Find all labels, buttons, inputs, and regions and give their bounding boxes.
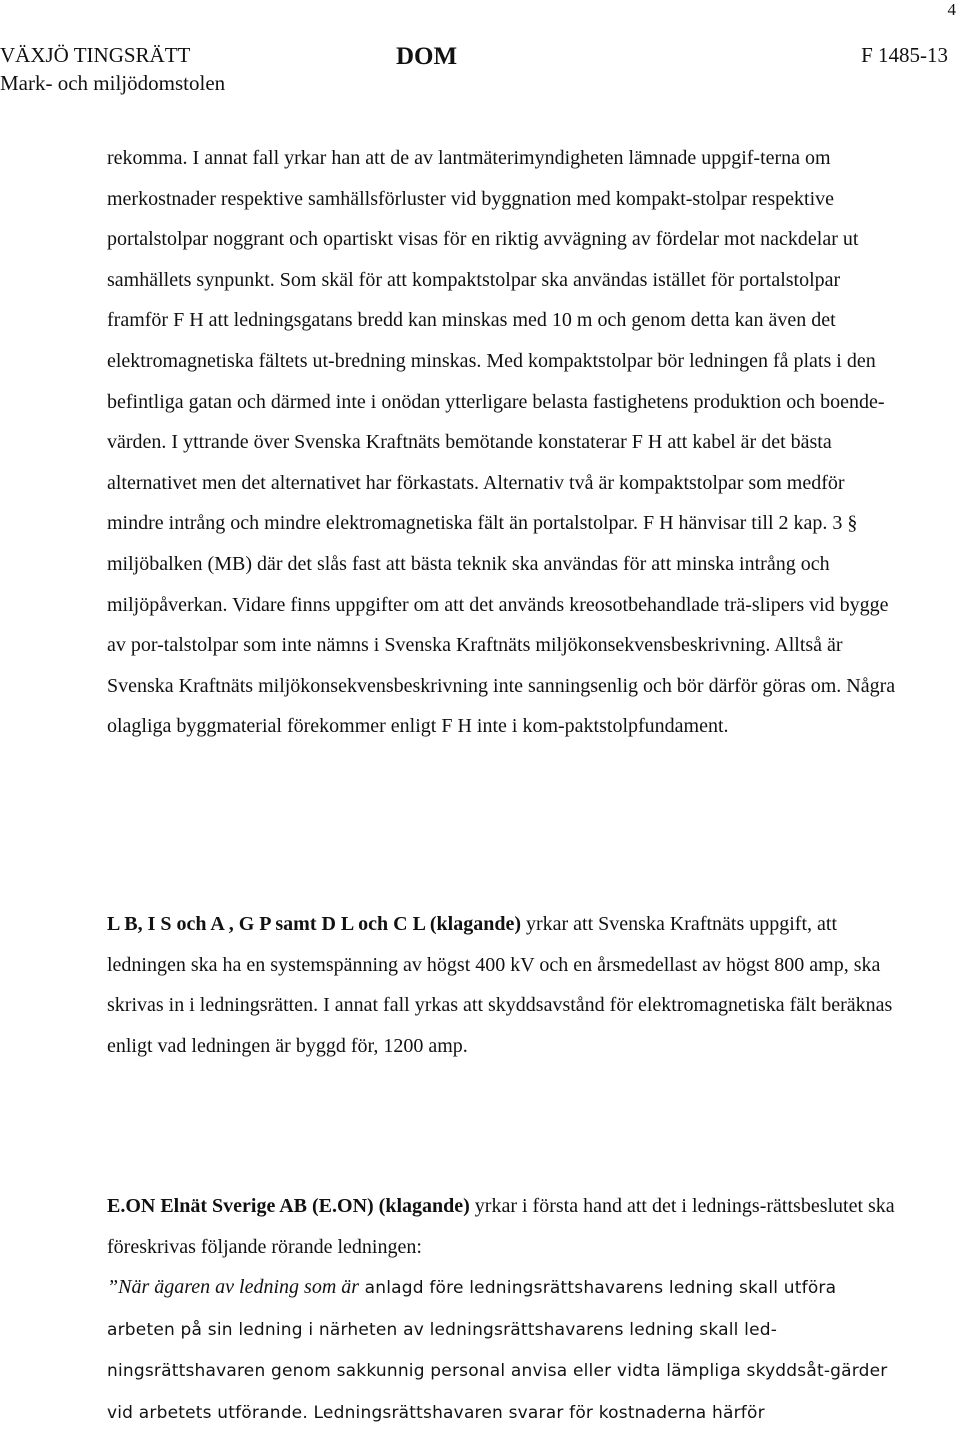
court-name: VÄXJÖ TINGSRÄTT (0, 43, 191, 67)
document-type: DOM (396, 43, 458, 70)
paragraph-eon-text: yrkar i första hand att det i lednings-rättsbeslutet ska föreskrivas följande rörande ledningen: (107, 1195, 895, 1258)
quote-text: anlagd före ledningsrättshavarens ledning skall utföra arbeten på sin ledning i närheten av ledningsrättshavarens ledning skall led-ningsrättshavaren genom sakkunnig personal anvisa eller vidta lämpliga skyddsåt-gärder vid arbetets utförande. Ledningsrättshavaren svarar för kostnaderna härför (107, 1278, 888, 1423)
case-number: F 1485-13 (861, 43, 948, 67)
paragraph-fh-claims: rekomma. I annat fall yrkar han att de av lantmäterimyndigheten lämnade uppgif-terna om merkostnader respektive samhällsförluster vid byggnation med kompakt-stolpar respektive portalstolpar noggrant och opartiskt visas för en riktig avvägning av fördelar mot nackdelar ut samhällets synpunkt. Som skäl för att kompaktstolpar ska användas istället för portalstolpar framför F H att ledningsgatans bredd kan minskas med 10 m och genom detta kan även det elektromagnetiska fältets ut-bredning minskas. Med kompaktstolpar bör ledningen få plats i den befintliga gatan och därmed inte i onödan ytterligare belasta fastighetens produktion och boende-värden. I yttrande över Svenska Kraftnäts bemötande konstaterar F H att kabel är det bästa alternativet men det alternativet har förkastats. Alternativ två är kompaktstolpar som medför mindre intrång och mindre elektromagnetiska fält än portalstolpar. F H hänvisar till 2 kap. 3 § miljöbalken (MB) där det slås fast att bästa teknik ska användas för att minska intrång och miljöpåverkan. Vidare finns uppgifter om att det används kreosotbehandlade trä-slipers vid bygge av por-talstolpar som inte nämns i Svenska Kraftnäts miljökonsekvensbeskrivning. Alltså är Svenska Kraftnäts miljökonsekvensbeskrivning inte sanningsenlig och bör därför göras om. Några olagliga byggmaterial förekommer enligt F H inte i kom-paktstolpfundament. (107, 147, 896, 738)
quote-italic-start: ”När ägaren av ledning som är (107, 1276, 360, 1299)
paragraph-eon-claims (107, 1186, 897, 1434)
party-names-lb: L B, I S och A , G P samt D L och C L (klagande) (107, 913, 521, 935)
party-name-eon: E.ON Elnät Sverige AB (E.ON) (klagande) (107, 1195, 470, 1217)
court-department: Mark- och miljödomstolen (0, 71, 226, 95)
page-number: 4 (947, 0, 956, 19)
paragraph-lb-text: yrkar att Svenska Kraftnäts uppgift, att ledningen ska ha en systemspänning av högst 400 kV och en årsmedellast av högst 800 amp, ska skrivas in i ledningsrätten. I annat fall yrkas att skyddsavstånd för elektromagnetiska fält beräknas enligt vad ledningen är byggd för, 1200 amp. (107, 913, 893, 1057)
paragraph-lb-claims (107, 904, 897, 1066)
